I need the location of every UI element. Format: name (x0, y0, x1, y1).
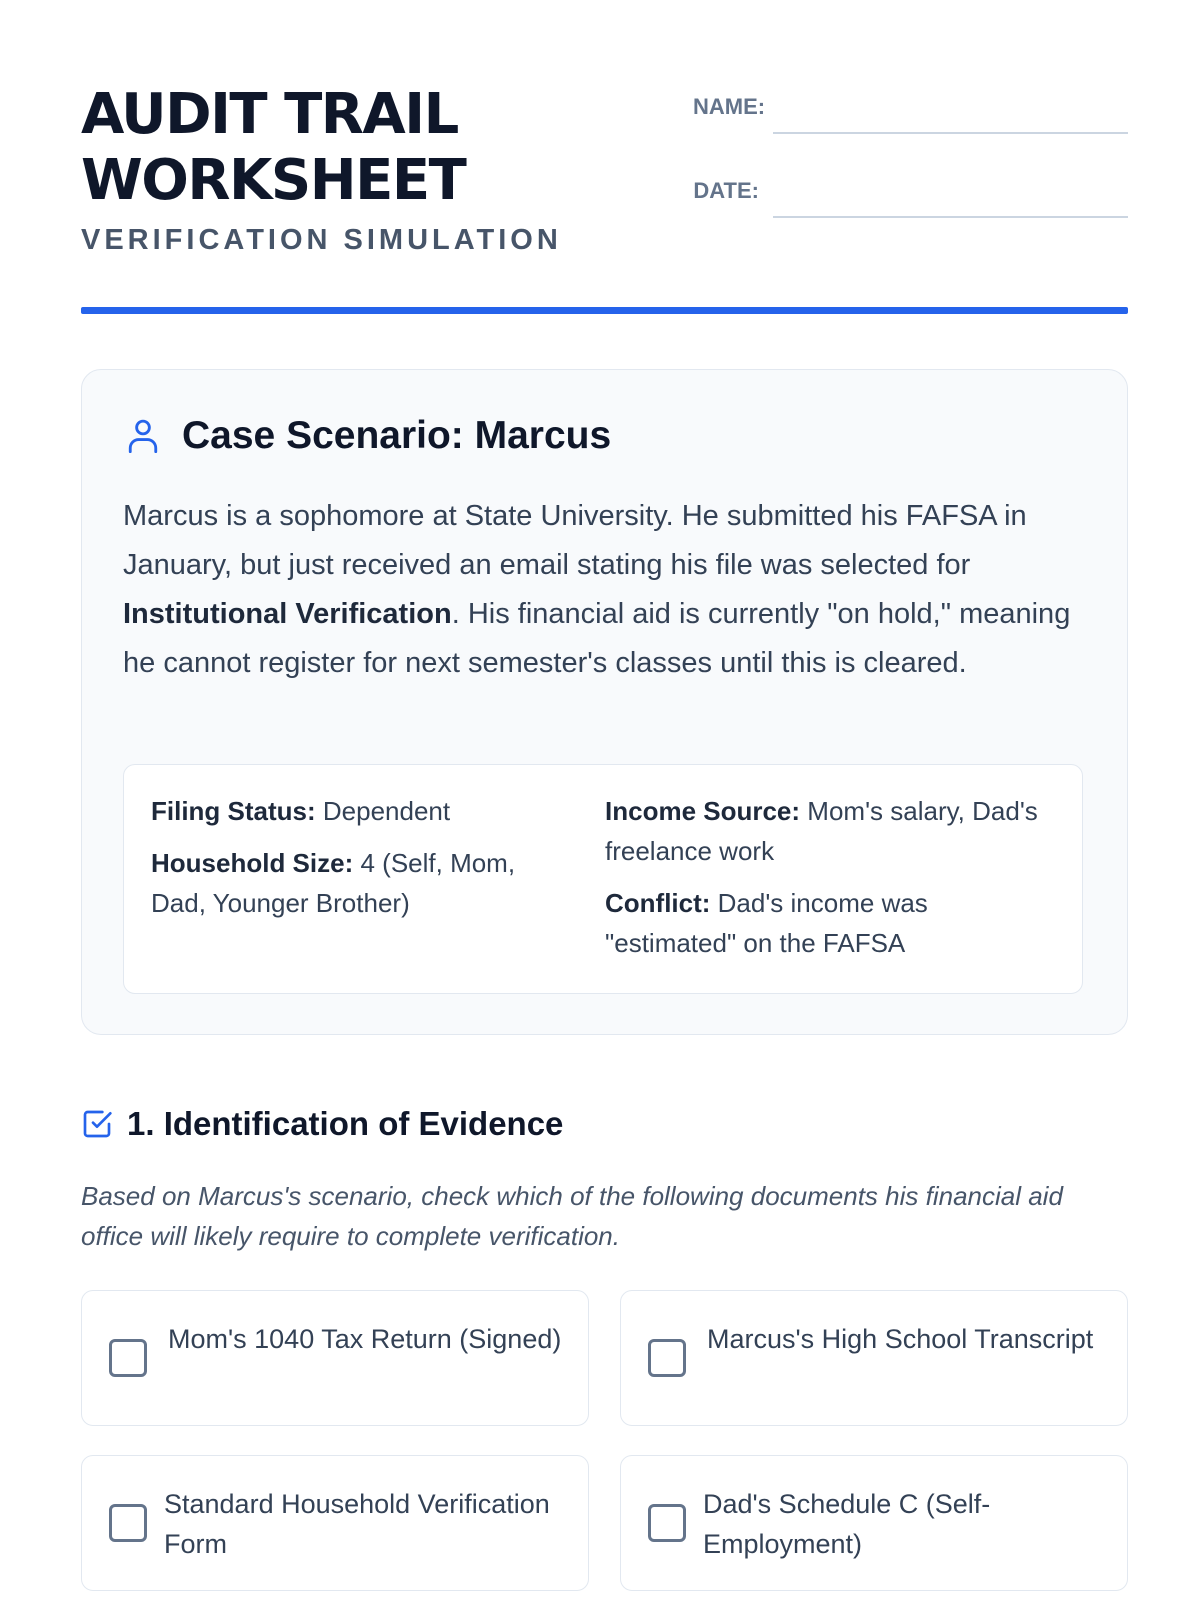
evidence-option[interactable] (81, 1455, 589, 1591)
section-1-title: 1. Identification of Evidence (127, 1105, 564, 1142)
name-label: NAME: (693, 94, 766, 119)
fact-label: Income Source: (605, 796, 801, 826)
page-title (81, 82, 641, 214)
option-label: Marcus's High School Transcript (707, 1324, 1094, 1354)
name-field-row (693, 90, 1128, 134)
evidence-option[interactable] (620, 1290, 1128, 1426)
case-text-emphasis: Institutional Verification (123, 598, 452, 630)
case-title: Case Scenario: Marcus (182, 414, 612, 457)
fact-household-size (151, 843, 571, 923)
evidence-option[interactable] (620, 1455, 1128, 1591)
fact-filing-status (151, 791, 571, 831)
title-line-2: WORKSHEET (81, 148, 466, 213)
date-field-row (693, 158, 1128, 218)
fact-value: Dad's income was "estimated" on the FAFSA (605, 888, 928, 958)
case-facts-box (123, 764, 1083, 994)
user-icon (126, 417, 160, 455)
date-label: DATE: (693, 178, 759, 203)
fact-income-source (605, 791, 1045, 871)
option-label: Dad's Schedule C (Self-Employment) (703, 1489, 991, 1559)
fact-conflict (605, 883, 1045, 963)
option-label: Mom's 1040 Tax Return (Signed) (168, 1324, 562, 1354)
option-label: Standard Household Verification Form (164, 1489, 550, 1559)
section-1-instructions: Based on Marcus's scenario, check which of the following documents his financial aid office will likely require to complete verification. (81, 1181, 1063, 1251)
case-text-start: Marcus is a sophomore at State University. He submitted his FAFSA in January, but just received an email stating his file was selected for (123, 500, 1027, 581)
fact-value: 4 (Self, Mom, Dad, Younger Brother) (151, 848, 516, 918)
header-divider (81, 307, 1128, 314)
fact-label: Filing Status: (151, 796, 316, 826)
fact-value: Dependent (315, 796, 451, 826)
option-checkbox[interactable] (648, 1339, 686, 1377)
option-checkbox[interactable] (109, 1504, 147, 1542)
student-fields (693, 90, 1128, 225)
case-header (126, 414, 611, 458)
evidence-option[interactable] (81, 1290, 589, 1426)
checkbox-icon (81, 1108, 113, 1140)
case-description (123, 492, 1083, 688)
worksheet-header (81, 82, 1128, 317)
case-scenario-card (81, 369, 1128, 1035)
name-field[interactable] (773, 90, 1128, 134)
fact-label: Household Size: (151, 848, 354, 878)
page-subtitle: VERIFICATION SIMULATION (81, 224, 562, 256)
date-field[interactable] (773, 158, 1128, 218)
case-text-end: . His financial aid is currently "on hold," meaning he cannot register for next semester's classes until this is cleared. (123, 598, 1071, 679)
title-line-1: AUDIT TRAIL (81, 82, 458, 147)
fact-label: Conflict: (605, 888, 711, 918)
option-checkbox[interactable] (648, 1504, 686, 1542)
fact-value: Mom's salary, Dad's freelance work (605, 796, 1038, 866)
option-checkbox[interactable] (109, 1339, 147, 1377)
section-1-header (81, 1105, 563, 1143)
